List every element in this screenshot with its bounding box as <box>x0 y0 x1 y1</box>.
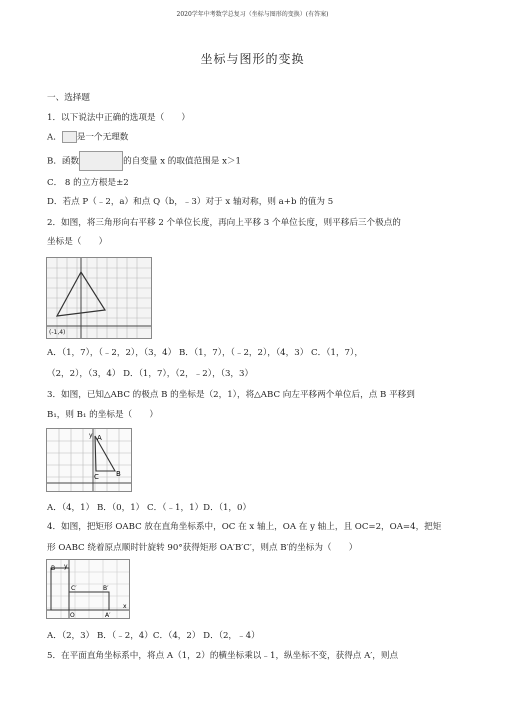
q5-stem-line1: 5．在平面直角坐标系中，将点 A（1，2）的横坐标乘以﹣1，纵坐标不变，获得点 A′，则点 <box>47 651 399 661</box>
q1-a-text: 是一个无理数 <box>76 132 129 143</box>
q4-label-c-prime: C′ <box>71 585 77 592</box>
q4-label-b-prime: B′ <box>103 585 109 592</box>
q4-stem-line2: 形 OABC 绕着原点顺时针旋转 90°获得矩形 OA′B′C′，则点 B′的坐标为（ ） <box>47 543 358 553</box>
q3-label-c: C <box>94 473 99 481</box>
q2-stem-line2: 坐标是（ ） <box>47 237 108 247</box>
page-title: 坐标与图形的变换 <box>200 52 305 66</box>
q4-grid-svg <box>47 560 129 618</box>
q2-figure <box>46 257 152 339</box>
q3-label-b: B <box>116 470 121 478</box>
q1-a-label: A． <box>47 132 62 143</box>
q3-label-a: A <box>97 434 102 442</box>
q1-option-a <box>47 131 128 144</box>
q4-label-a-prime: A′ <box>105 612 111 618</box>
q2-stem-line1: 2．如图，将三角形向右平移 2 个单位长度，再向上平移 3 个单位长度，则平移后三个极点的 <box>47 218 401 228</box>
q2-options-line2: （2，2），（3，4） D．（1，7），（2，﹣2），（3，3） <box>47 369 254 379</box>
q1-b-text: 的自变量 x 的取值范围是 x＞1 <box>123 156 241 167</box>
q1-option-c: C． 8 的立方根是±2 <box>47 178 129 188</box>
q1-stem: 1．以下说法中正确的选项是（ ） <box>47 113 190 123</box>
q2-point-label: (-1,4) <box>49 329 66 336</box>
page-header: 2020学年中考数学总复习（坐标与图形的变换）(有答案) <box>176 11 329 18</box>
q1-option-d: D．若点 P（﹣2，a）和点 Q（b，﹣3）对于 x 轴对称，则 a+b 的值为 5 <box>47 197 334 207</box>
q3-stem-line2: B₁，则 B₁ 的坐标是（ ） <box>47 410 158 420</box>
q3-stem-line1: 3．如图，已知△ABC 的极点 B 的坐标是（2，1），将△ABC 向左平移两个单位后，点 B 平移到 <box>47 390 415 400</box>
q1-option-b <box>47 151 241 171</box>
q4-label-b: B <box>51 565 56 572</box>
q2-options-line1: A．（1，7），（﹣2，2），（3，4） B．（1，7），（﹣2，2），（4，3） C．（1，7）， <box>47 348 363 358</box>
q4-label-o: O <box>70 612 75 618</box>
q4-figure <box>46 559 130 619</box>
q3-options: A．（4，1） B．（0，1） C．（﹣1，1）D．（1，0） <box>47 503 252 513</box>
q3-y-label: y <box>89 432 93 439</box>
q4-options: A．（2，3） B．（﹣2，4）C．（4，2） D．（2，﹣4） <box>47 631 260 641</box>
section-heading: 一、选择题 <box>47 93 90 103</box>
q3-figure <box>46 428 132 492</box>
function-formula-image <box>79 151 123 171</box>
rectangle-oabc <box>51 568 69 610</box>
q3-grid-svg <box>47 429 131 491</box>
q4-label-y: y <box>64 563 68 570</box>
q4-label-x: x <box>123 603 127 610</box>
sqrt-formula-image <box>62 131 77 143</box>
q4-stem-line1: 4．如图，把矩形 OABC 放在直角坐标系中，OC 在 x 轴上，OA 在 y 轴上，且 OC=2，OA=4，把矩 <box>47 522 442 532</box>
q1-b-label: B．函数 <box>47 156 80 167</box>
q2-grid-svg <box>47 258 151 338</box>
